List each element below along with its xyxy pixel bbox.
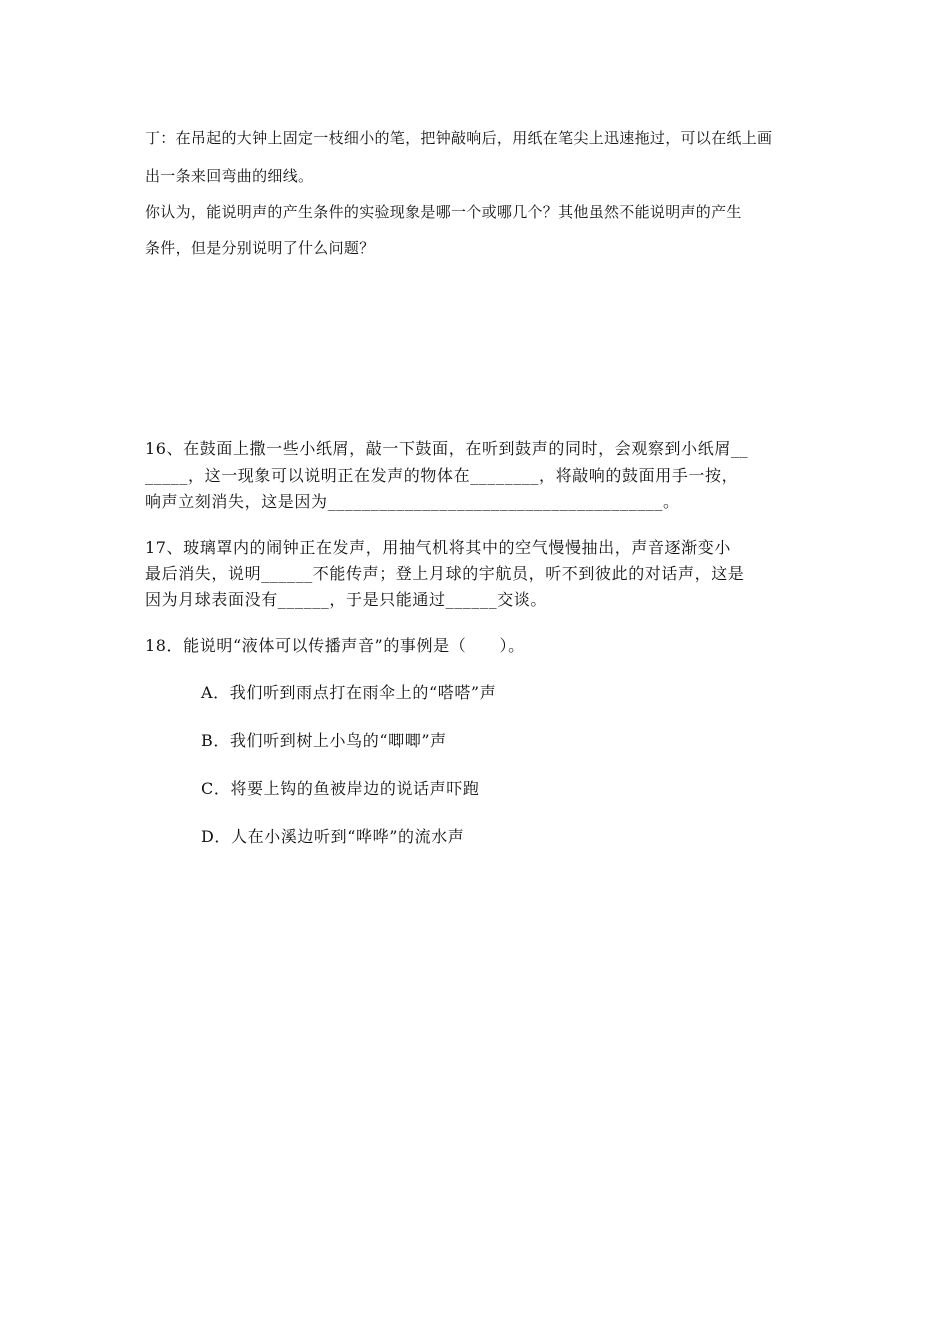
question-17-line-1: 17、玻璃罩内的闹钟正在发声，用抽气机将其中的空气慢慢抽出，声音逐渐变小 xyxy=(145,538,731,557)
question-18-option-a: A．我们听到雨点打在雨伞上的“嗒嗒”声 xyxy=(201,683,497,702)
question-16-line-2: _____，这一现象可以说明正在发声的物体在________，将敲响的鼓面用手一按， xyxy=(145,466,739,485)
passage-line-4: 条件，但是分别说明了什么问题？ xyxy=(145,239,375,257)
question-18-stem: 18．能说明“液体可以传播声音”的事例是（ ）。 xyxy=(145,636,525,655)
passage-line-3: 你认为，能说明声的产生条件的实验现象是哪一个或哪几个？其他虽然不能说明声的产生 xyxy=(145,203,742,221)
passage-line-2: 出一条来回弯曲的细线。 xyxy=(145,167,314,185)
question-18-option-c: C．将要上钩的鱼被岸边的说话声吓跑 xyxy=(201,779,480,798)
question-18-option-b: B．我们听到树上小鸟的“唧唧”声 xyxy=(201,731,447,750)
question-16-line-1: 16、在鼓面上撒一些小纸屑，敲一下鼓面，在听到鼓声的同时，会观察到小纸屑__ xyxy=(145,439,749,458)
question-18-option-d: D．人在小溪边听到“哗哗”的流水声 xyxy=(201,827,465,846)
question-16-line-3: 响声立刻消失，这是因为_______________________________________。 xyxy=(145,492,680,511)
passage-line-1: 丁：在吊起的大钟上固定一枝细小的笔，把钟敲响后，用纸在笔尖上迅速拖过，可以在纸上画 xyxy=(145,129,773,147)
question-17-line-3: 因为月球表面没有______，于是只能通过______交谈。 xyxy=(145,590,548,609)
question-17-line-2: 最后消失，说明______不能传声；登上月球的宇航员，听不到彼此的对话声，这是 xyxy=(145,564,745,583)
